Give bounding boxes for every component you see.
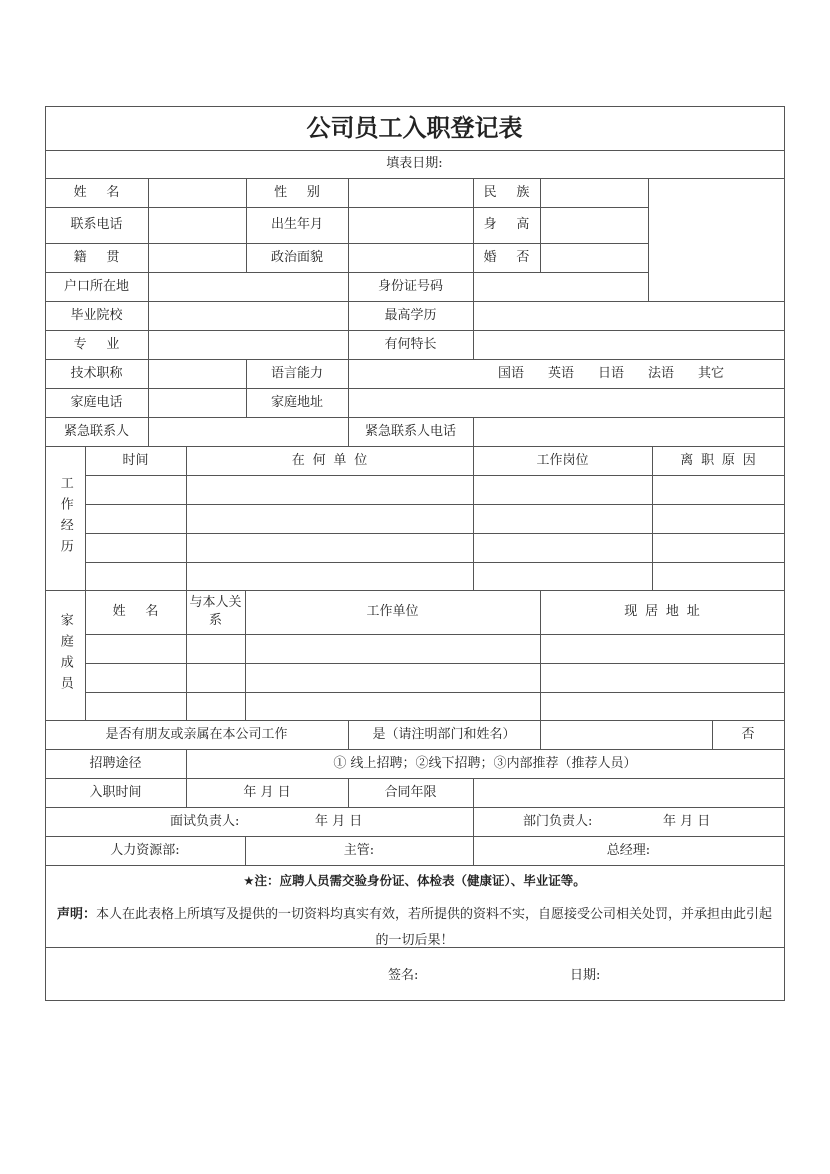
relatives-question: 是否有朋友或亲属在本公司工作 (45, 720, 349, 750)
entry-date: 年 月 日 (186, 778, 349, 808)
family-cell[interactable] (186, 692, 246, 721)
work-header-reason: 离职原因 (652, 446, 785, 476)
label-marital: 婚 否 (473, 243, 541, 273)
work-cell[interactable] (186, 533, 474, 563)
work-cell[interactable] (473, 504, 653, 534)
work-cell[interactable] (473, 475, 653, 505)
field-native-place[interactable] (148, 243, 247, 273)
work-cell[interactable] (85, 562, 187, 591)
family-cell[interactable] (245, 634, 541, 664)
work-cell[interactable] (186, 562, 474, 591)
work-cell[interactable] (85, 475, 187, 505)
label-tech-title: 技术职称 (45, 359, 149, 389)
work-cell[interactable] (473, 533, 653, 563)
work-cell[interactable] (186, 504, 474, 534)
sign-date-label: 日期: (570, 968, 601, 983)
label-language: 语言能力 (246, 359, 349, 389)
dept-head-date: 年 月 日 (663, 813, 711, 829)
field-emergency-contact[interactable] (148, 417, 349, 447)
fill-date-label: 填表日期: (45, 150, 785, 179)
field-school[interactable] (148, 301, 349, 331)
language-options (348, 359, 785, 389)
dept-head-label: 部门负责人: (523, 813, 593, 829)
entry-label: 入职时间 (45, 778, 187, 808)
family-cell[interactable] (85, 634, 187, 664)
photo-box[interactable] (648, 178, 785, 302)
field-birth[interactable] (348, 207, 474, 244)
field-ethnicity[interactable] (540, 178, 649, 208)
family-header-address: 现居地址 (540, 590, 785, 635)
label-hukou: 户口所在地 (45, 272, 149, 302)
registration-form (45, 106, 784, 1000)
relatives-detail-field[interactable] (540, 720, 713, 750)
label-emergency-phone: 紧急联系人电话 (348, 417, 474, 447)
work-header-position: 工作岗位 (473, 446, 653, 476)
work-section-label: 工作经历 (45, 446, 86, 591)
field-id-number[interactable] (473, 272, 649, 302)
family-section-label: 家庭成员 (45, 590, 86, 721)
family-cell[interactable] (85, 663, 187, 693)
field-specialty[interactable] (473, 330, 785, 360)
label-home-address: 家庭地址 (246, 388, 349, 418)
language-option: 日语 (597, 365, 624, 381)
work-cell[interactable] (652, 533, 785, 563)
supervisor-label: 主管: (245, 836, 474, 866)
interviewer-label: 面试负责人: (170, 813, 240, 829)
field-hukou[interactable] (148, 272, 349, 302)
label-major: 专 业 (45, 330, 149, 360)
field-education[interactable] (473, 301, 785, 331)
notes-section (45, 865, 785, 948)
field-phone[interactable] (148, 207, 247, 244)
field-political[interactable] (348, 243, 474, 273)
work-cell[interactable] (652, 475, 785, 505)
form-title: 公司员工入职登记表 (45, 106, 785, 151)
family-cell[interactable] (85, 692, 187, 721)
work-cell[interactable] (652, 562, 785, 591)
label-gender: 性 别 (246, 178, 349, 208)
language-option: 英语 (547, 365, 574, 381)
label-native-place: 籍 贯 (45, 243, 149, 273)
label-political: 政治面貌 (246, 243, 349, 273)
label-height: 身 高 (473, 207, 541, 244)
recruit-options: ① 线上招聘；②线下招聘；③内部推荐（推荐人员） (186, 749, 785, 779)
work-cell[interactable] (186, 475, 474, 505)
field-height[interactable] (540, 207, 649, 244)
family-header-name: 姓 名 (85, 590, 187, 635)
relatives-yes: 是（请注明部门和姓名） (348, 720, 541, 750)
label-home-phone: 家庭电话 (45, 388, 149, 418)
field-name[interactable] (148, 178, 247, 208)
declaration-text: 本人在此表格上所填写及提供的一切资料均真实有效，若所提供的资料不实，自愿接受公司相关处罚，并承担由此引起的一切后果！ (96, 906, 773, 948)
label-ethnicity: 民 族 (473, 178, 541, 208)
field-home-phone[interactable] (148, 388, 247, 418)
label-education: 最高学历 (348, 301, 474, 331)
interview-cell (45, 807, 474, 837)
label-name: 姓 名 (45, 178, 149, 208)
field-marital[interactable] (540, 243, 649, 273)
contract-field[interactable] (473, 778, 785, 808)
label-id-number: 身份证号码 (348, 272, 474, 302)
work-cell[interactable] (85, 533, 187, 563)
language-option: 国语 (497, 365, 524, 381)
relatives-no: 否 (712, 720, 785, 750)
family-header-employer: 工作单位 (245, 590, 541, 635)
signature-label: 签名: (388, 968, 419, 983)
work-cell[interactable] (652, 504, 785, 534)
work-header-time: 时间 (85, 446, 187, 476)
gm-label: 总经理: (473, 836, 785, 866)
signature-section (45, 947, 785, 1001)
field-major[interactable] (148, 330, 349, 360)
contract-label: 合同年限 (348, 778, 474, 808)
family-cell[interactable] (245, 692, 541, 721)
hr-label: 人力资源部: (45, 836, 246, 866)
label-specialty: 有何特长 (348, 330, 474, 360)
family-cell[interactable] (186, 663, 246, 693)
field-gender[interactable] (348, 178, 474, 208)
language-option: 其它 (698, 365, 725, 381)
label-birth: 出生年月 (246, 207, 349, 244)
family-cell[interactable] (245, 663, 541, 693)
work-cell[interactable] (473, 562, 653, 591)
family-cell[interactable] (540, 634, 785, 664)
interview-date: 年 月 日 (315, 813, 363, 829)
label-school: 毕业院校 (45, 301, 149, 331)
family-cell[interactable] (540, 692, 785, 721)
field-tech-title[interactable] (148, 359, 247, 389)
family-header-relation: 与本人关系 (186, 590, 246, 635)
dept-head-cell (473, 807, 785, 837)
family-cell[interactable] (186, 634, 246, 664)
work-cell[interactable] (85, 504, 187, 534)
label-phone: 联系电话 (45, 207, 149, 244)
recruit-label: 招聘途径 (45, 749, 187, 779)
language-option: 法语 (648, 365, 675, 381)
notes-star: ★注：应聘人员需交验身份证、体检表（健康证）、毕业证等。 (243, 873, 586, 888)
field-home-address[interactable] (348, 388, 785, 418)
field-emergency-phone[interactable] (473, 417, 785, 447)
label-emergency-contact: 紧急联系人 (45, 417, 149, 447)
family-cell[interactable] (540, 663, 785, 693)
declaration-label: 声明： (56, 906, 96, 922)
work-header-company: 在何单位 (186, 446, 474, 476)
